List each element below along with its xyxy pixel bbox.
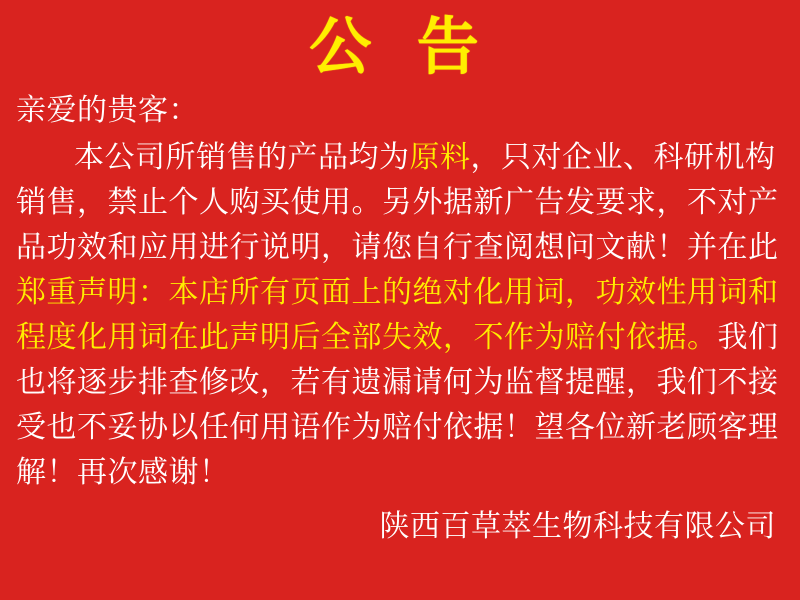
- body-segment-4-highlight: 郑重声明：本店所有页面上的绝对化用词，功效性用词和程度化用词在此声明后全部失效，不作为赔付依据。: [16, 275, 779, 355]
- body-segment-1: 本公司所销售的产品均为: [74, 140, 410, 175]
- company-signature: 陕西百草萃生物科技有限公司: [379, 509, 776, 544]
- body-segment-2-highlight: 原料: [409, 140, 471, 175]
- body-segment-5: 我们也将逐步排查修改，若有遗漏请何为监督提醒，我们不接受也不妥协以任何用语作为赔付依据！望各位新老顾客理解！再次感谢！: [16, 320, 779, 490]
- announcement-paragraph: [16, 135, 784, 495]
- salutation: 亲爱的贵客：: [16, 93, 199, 128]
- body-segment-3: ，只对企业、科研机构销售，禁止个人购买使用。另外据新广告发要求，不对产品功效和应用进行说明，请您自行查阅想问文献！并在此: [16, 140, 779, 265]
- page-title: 公 告: [309, 10, 491, 83]
- announcement-body: [0, 88, 800, 495]
